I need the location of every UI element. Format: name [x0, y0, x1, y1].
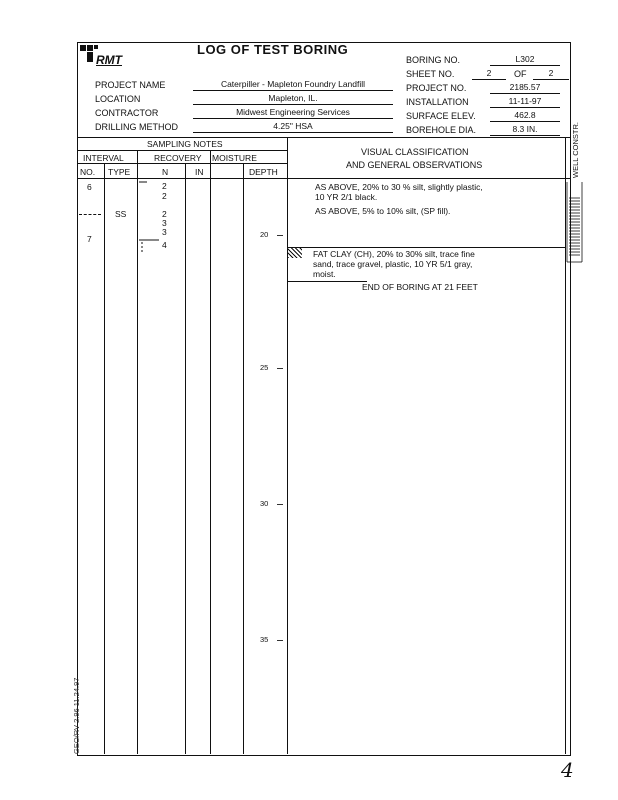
depth-label-35: 35 — [260, 635, 269, 644]
in-header: IN — [195, 167, 204, 177]
visual-header-line2: AND GENERAL OBSERVATIONS — [346, 160, 483, 170]
surface-elev-text: 462.8 — [514, 110, 536, 120]
well-construction-graphic — [566, 180, 584, 270]
contractor-text: Midwest Engineering Services — [236, 107, 350, 117]
borehole-dia-value — [490, 124, 560, 136]
sample-type-ss: SS — [115, 209, 127, 219]
sheet-no-text: 2 — [486, 68, 492, 78]
boring-no-value — [490, 54, 560, 66]
depth-tick-25 — [277, 368, 283, 369]
project-no-value — [490, 82, 560, 94]
well-constr-header: WELL CONSTR. — [571, 122, 580, 178]
sample-no-6: 6 — [87, 182, 92, 192]
installation-value — [490, 96, 560, 108]
form-title: LOG OF TEST BORING — [197, 42, 349, 57]
borehole-dia-label: BOREHOLE DIA. — [406, 125, 477, 135]
location-label: LOCATION — [95, 94, 141, 104]
depth-label-20: 20 — [260, 230, 269, 239]
n-value-1: 2 — [162, 181, 167, 191]
header-top-rule — [77, 137, 570, 138]
n-value-4: 3 — [162, 218, 167, 228]
interval-divider — [79, 214, 101, 215]
sample-interval-marks — [137, 180, 185, 255]
n-value-2: 2 — [162, 191, 167, 201]
obs1-line2: 10 YR 2/1 black. — [315, 192, 378, 202]
boring-no-label: BORING NO. — [406, 55, 461, 65]
depth-label-25: 25 — [260, 363, 269, 372]
company-logo — [80, 44, 132, 72]
obs1-line1: AS ABOVE, 20% to 30 % silt, slightly plastic, — [315, 182, 483, 192]
obs2-line: AS ABOVE, 5% to 10% silt, (SP fill). — [315, 206, 451, 216]
depth-obs-divider — [287, 137, 288, 754]
subheader-rule — [77, 163, 287, 164]
surface-elev-label: SURFACE ELEV. — [406, 111, 476, 121]
sheet-of-value — [533, 68, 569, 80]
contractor-value — [193, 107, 393, 119]
project-name-value — [193, 79, 393, 91]
recovery-header: RECOVERY — [154, 153, 202, 163]
n-value-3: 2 — [162, 209, 167, 219]
project-no-text: 2185.57 — [509, 82, 541, 92]
obs3-line1: FAT CLAY (CH), 20% to 30% silt, trace fine — [313, 249, 475, 259]
logo-text: RMT — [96, 53, 122, 67]
surface-elev-value — [490, 110, 560, 122]
contractor-label: CONTRACTOR — [95, 108, 159, 118]
sample-no-7: 7 — [87, 234, 92, 244]
depth-tick-20 — [277, 235, 283, 236]
margin-note: GEO/RV 2.96 11.24.97 — [72, 677, 81, 754]
depth-tick-30 — [277, 504, 283, 505]
sheet-no-value — [472, 68, 506, 80]
interval-header: INTERVAL — [83, 153, 124, 163]
sampling-rule — [77, 150, 287, 151]
no-header: NO. — [80, 167, 96, 177]
in-moisture-divider — [210, 150, 211, 754]
end-of-boring-rule — [287, 281, 367, 282]
moisture-depth-divider — [243, 163, 244, 754]
n-value-6: 4 — [162, 240, 167, 250]
sheet-of-text: 2 — [548, 68, 554, 78]
installation-label: INSTALLATION — [406, 97, 469, 107]
obs3-line2: sand, trace gravel, plastic, 10 YR 5/1 gray, — [313, 259, 473, 269]
obs3-line3: moist. — [313, 269, 336, 279]
strata-boundary — [287, 247, 565, 248]
sampling-notes-header: SAMPLING NOTES — [147, 139, 223, 149]
drilling-method-value — [193, 121, 393, 133]
boring-no-text: L302 — [515, 54, 535, 64]
borehole-dia-text: 8.3 IN. — [512, 124, 538, 134]
depth-tick-35 — [277, 640, 283, 641]
drilling-method-label: DRILLING METHOD — [95, 122, 179, 132]
end-of-boring-text: END OF BORING AT 21 FEET — [362, 282, 478, 292]
drilling-method-text: 4.25" HSA — [273, 121, 313, 131]
n-value-5: 3 — [162, 227, 167, 237]
sheet-no-label: SHEET NO. — [406, 69, 455, 79]
column-header-bottom — [77, 178, 570, 179]
moisture-header: MOISTURE — [212, 153, 257, 163]
location-value — [193, 93, 393, 105]
depth-label-30: 30 — [260, 499, 269, 508]
page-mark: 4 — [561, 758, 574, 782]
no-type-divider — [104, 163, 105, 754]
installation-text: 11-11-97 — [508, 96, 542, 106]
project-name-text: Caterpiller - Mapleton Foundry Landfill — [220, 79, 366, 89]
type-header: TYPE — [108, 167, 131, 177]
depth-header: DEPTH — [249, 167, 278, 177]
location-text: Mapleton, IL. — [268, 93, 318, 103]
n-in-divider — [185, 163, 186, 754]
n-header: N — [162, 167, 169, 177]
fat-clay-hatch — [288, 248, 302, 258]
visual-header-line1: VISUAL CLASSIFICATION — [361, 147, 469, 157]
sheet-of-label: OF — [514, 69, 527, 79]
project-name-label: PROJECT NAME — [95, 80, 166, 90]
project-no-label: PROJECT NO. — [406, 83, 467, 93]
